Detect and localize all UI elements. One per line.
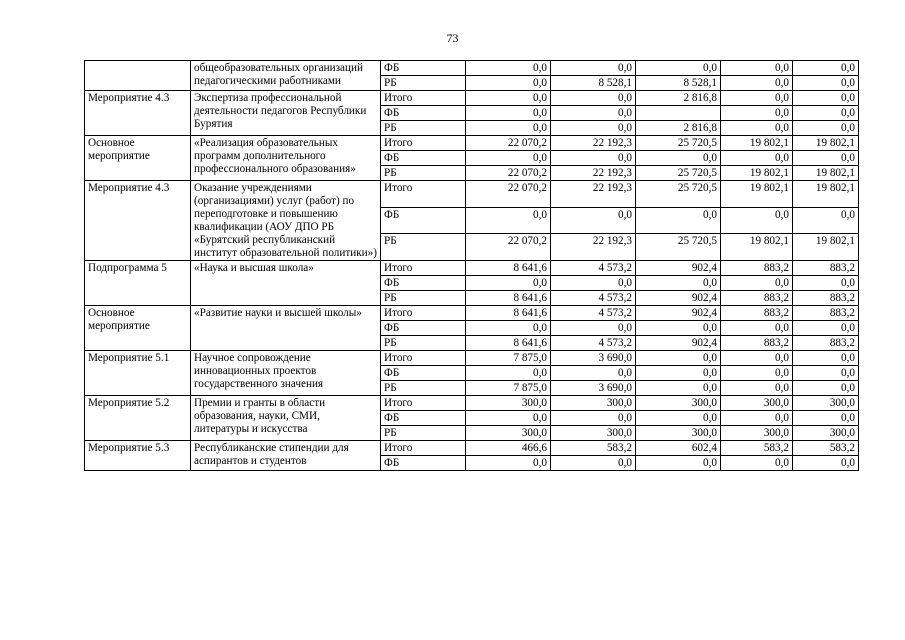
- table-row: [85, 61, 859, 76]
- funding-source-cell: РБ: [381, 426, 466, 441]
- value-cell: 0,0: [793, 381, 859, 396]
- value-cell: 0,0: [721, 321, 793, 336]
- value-cell: 0,0: [793, 351, 859, 366]
- value-cell: 583,2: [551, 441, 636, 456]
- value-cell: 0,0: [636, 61, 721, 76]
- table-row: [85, 261, 859, 276]
- value-cell: 0,0: [636, 366, 721, 381]
- row-name-cell: Оказание учреждениями (организациями) услуг (работ) по переподготовке и повышению квалификации (АОУ ДПО РБ «Бурятский республиканский институт образовательной политики»): [191, 181, 381, 261]
- value-cell: 22 192,3: [551, 166, 636, 181]
- value-cell: 466,6: [466, 441, 551, 456]
- value-cell: 22 070,2: [466, 136, 551, 151]
- value-cell: 19 802,1: [721, 234, 793, 261]
- row-type-cell: Мероприятие 5.3: [85, 441, 191, 471]
- value-cell: 0,0: [466, 321, 551, 336]
- table-row: [85, 136, 859, 151]
- row-name-cell: Республиканские стипендии для аспирантов и студентов: [191, 441, 381, 471]
- value-cell: 902,4: [636, 336, 721, 351]
- value-cell: 0,0: [721, 121, 793, 136]
- value-cell: 300,0: [793, 396, 859, 411]
- value-cell: 300,0: [466, 396, 551, 411]
- value-cell: 25 720,5: [636, 181, 721, 208]
- value-cell: 22 070,2: [466, 181, 551, 208]
- value-cell: 4 573,2: [551, 336, 636, 351]
- value-cell: 0,0: [551, 61, 636, 76]
- value-cell: 0,0: [721, 207, 793, 234]
- value-cell: 0,0: [636, 207, 721, 234]
- value-cell: 0,0: [466, 151, 551, 166]
- row-type-cell: Мероприятие 5.1: [85, 351, 191, 396]
- value-cell: 300,0: [636, 426, 721, 441]
- funding-source-cell: Итого: [381, 91, 466, 106]
- table-row: [85, 306, 859, 321]
- value-cell: 8 641,6: [466, 291, 551, 306]
- value-cell: 0,0: [551, 121, 636, 136]
- value-cell: 0,0: [466, 456, 551, 471]
- row-type-cell: Мероприятие 4.3: [85, 91, 191, 136]
- value-cell: 3 690,0: [551, 381, 636, 396]
- funding-source-cell: ФБ: [381, 106, 466, 121]
- funding-source-cell: РБ: [381, 291, 466, 306]
- funding-source-cell: РБ: [381, 76, 466, 91]
- value-cell: 7 875,0: [466, 381, 551, 396]
- funding-source-cell: Итого: [381, 396, 466, 411]
- value-cell: 883,2: [793, 291, 859, 306]
- value-cell: 883,2: [793, 306, 859, 321]
- value-cell: 19 802,1: [721, 181, 793, 208]
- value-cell: 0,0: [721, 351, 793, 366]
- value-cell: 22 070,2: [466, 166, 551, 181]
- value-cell: 4 573,2: [551, 306, 636, 321]
- value-cell: 19 802,1: [793, 181, 859, 208]
- row-name-cell: «Наука и высшая школа»: [191, 261, 381, 306]
- row-type-cell: Мероприятие 5.2: [85, 396, 191, 441]
- value-cell: 0,0: [793, 276, 859, 291]
- funding-source-cell: РБ: [381, 381, 466, 396]
- value-cell: 300,0: [793, 426, 859, 441]
- value-cell: 8 528,1: [636, 76, 721, 91]
- page-number: 73: [446, 31, 459, 45]
- table-row: [85, 91, 859, 106]
- value-cell: 0,0: [793, 61, 859, 76]
- value-cell: 0,0: [551, 151, 636, 166]
- value-cell: 19 802,1: [793, 234, 859, 261]
- value-cell: 0,0: [466, 61, 551, 76]
- value-cell: 0,0: [721, 381, 793, 396]
- value-cell: 0,0: [793, 91, 859, 106]
- funding-source-cell: Итого: [381, 306, 466, 321]
- value-cell: 0,0: [551, 411, 636, 426]
- value-cell: 0,0: [551, 366, 636, 381]
- value-cell: 3 690,0: [551, 351, 636, 366]
- funding-source-cell: Итого: [381, 181, 466, 208]
- value-cell: 902,4: [636, 291, 721, 306]
- funding-source-cell: ФБ: [381, 276, 466, 291]
- row-type-cell: Основное мероприятие: [85, 306, 191, 351]
- value-cell: 7 875,0: [466, 351, 551, 366]
- value-cell: 0,0: [793, 76, 859, 91]
- row-name-cell: Экспертиза профессиональной деятельности педагогов Республики Бурятия: [191, 91, 381, 136]
- value-cell: 902,4: [636, 306, 721, 321]
- funding-source-cell: Итого: [381, 136, 466, 151]
- table-row: [85, 351, 859, 366]
- funding-source-cell: РБ: [381, 166, 466, 181]
- value-cell: 0,0: [551, 91, 636, 106]
- row-name-cell: общеобразовательных организаций педагогическими работниками: [191, 61, 381, 91]
- value-cell: 0,0: [793, 121, 859, 136]
- row-name-cell: Научное сопровождение инновационных проектов государственного значения: [191, 351, 381, 396]
- row-name-cell: «Реализация образовательных программ дополнительного профессионального образования»: [191, 136, 381, 181]
- value-cell: 0,0: [793, 321, 859, 336]
- value-cell: 0,0: [721, 106, 793, 121]
- funding-source-cell: Итого: [381, 261, 466, 276]
- value-cell: 300,0: [721, 426, 793, 441]
- value-cell: 0,0: [636, 381, 721, 396]
- row-name-cell: «Развитие науки и высшей школы»: [191, 306, 381, 351]
- funding-source-cell: ФБ: [381, 321, 466, 336]
- value-cell: 25 720,5: [636, 166, 721, 181]
- funding-source-cell: РБ: [381, 234, 466, 261]
- value-cell: 0,0: [466, 276, 551, 291]
- value-cell: 8 641,6: [466, 336, 551, 351]
- table-body: [85, 61, 859, 471]
- value-cell: 25 720,5: [636, 136, 721, 151]
- value-cell: 22 192,3: [551, 136, 636, 151]
- value-cell: 19 802,1: [721, 136, 793, 151]
- value-cell: 0,0: [721, 456, 793, 471]
- value-cell: 0,0: [551, 276, 636, 291]
- value-cell: 300,0: [636, 396, 721, 411]
- value-cell: 8 528,1: [551, 76, 636, 91]
- value-cell: 0,0: [721, 151, 793, 166]
- value-cell: 0,0: [721, 276, 793, 291]
- value-cell: 0,0: [551, 207, 636, 234]
- value-cell: 300,0: [466, 426, 551, 441]
- value-cell: 883,2: [721, 336, 793, 351]
- value-cell: 0,0: [466, 207, 551, 234]
- value-cell: 0,0: [793, 366, 859, 381]
- value-cell: [636, 106, 721, 121]
- row-type-cell: Мероприятие 4.3: [85, 181, 191, 261]
- value-cell: 300,0: [721, 396, 793, 411]
- value-cell: 583,2: [721, 441, 793, 456]
- row-type-cell: [85, 61, 191, 91]
- value-cell: 0,0: [636, 276, 721, 291]
- row-type-cell: Подпрограмма 5: [85, 261, 191, 306]
- funding-source-cell: ФБ: [381, 366, 466, 381]
- value-cell: 19 802,1: [793, 136, 859, 151]
- value-cell: 0,0: [721, 411, 793, 426]
- value-cell: 19 802,1: [721, 166, 793, 181]
- funding-source-cell: ФБ: [381, 151, 466, 166]
- value-cell: 0,0: [636, 411, 721, 426]
- value-cell: 0,0: [636, 151, 721, 166]
- value-cell: 0,0: [466, 121, 551, 136]
- funding-source-cell: Итого: [381, 441, 466, 456]
- value-cell: 0,0: [636, 321, 721, 336]
- value-cell: 22 192,3: [551, 234, 636, 261]
- value-cell: 2 816,8: [636, 121, 721, 136]
- value-cell: 0,0: [466, 106, 551, 121]
- row-name-cell: Премии и гранты в области образования, науки, СМИ, литературы и искусства: [191, 396, 381, 441]
- value-cell: 0,0: [721, 366, 793, 381]
- value-cell: 583,2: [793, 441, 859, 456]
- value-cell: 602,4: [636, 441, 721, 456]
- value-cell: 0,0: [721, 61, 793, 76]
- funding-source-cell: ФБ: [381, 61, 466, 76]
- value-cell: 0,0: [793, 207, 859, 234]
- budget-table: [84, 60, 859, 471]
- table-row: [85, 441, 859, 456]
- value-cell: 0,0: [466, 91, 551, 106]
- value-cell: 0,0: [793, 106, 859, 121]
- value-cell: 0,0: [466, 411, 551, 426]
- table-row: [85, 396, 859, 411]
- value-cell: 0,0: [793, 151, 859, 166]
- value-cell: 22 070,2: [466, 234, 551, 261]
- value-cell: 0,0: [721, 91, 793, 106]
- value-cell: 22 192,3: [551, 181, 636, 208]
- value-cell: 0,0: [636, 456, 721, 471]
- value-cell: 4 573,2: [551, 261, 636, 276]
- value-cell: 902,4: [636, 261, 721, 276]
- value-cell: 25 720,5: [636, 234, 721, 261]
- value-cell: 300,0: [551, 396, 636, 411]
- table-row: [85, 181, 859, 208]
- value-cell: 0,0: [721, 76, 793, 91]
- value-cell: 0,0: [793, 411, 859, 426]
- value-cell: 0,0: [636, 351, 721, 366]
- value-cell: 8 641,6: [466, 261, 551, 276]
- value-cell: 4 573,2: [551, 291, 636, 306]
- funding-source-cell: РБ: [381, 121, 466, 136]
- value-cell: 0,0: [466, 76, 551, 91]
- value-cell: 0,0: [551, 106, 636, 121]
- funding-source-cell: РБ: [381, 336, 466, 351]
- value-cell: 883,2: [793, 336, 859, 351]
- funding-source-cell: Итого: [381, 351, 466, 366]
- value-cell: 0,0: [793, 456, 859, 471]
- value-cell: 883,2: [721, 306, 793, 321]
- row-type-cell: Основное мероприятие: [85, 136, 191, 181]
- value-cell: 19 802,1: [793, 166, 859, 181]
- value-cell: 883,2: [721, 291, 793, 306]
- value-cell: 0,0: [551, 456, 636, 471]
- value-cell: 8 641,6: [466, 306, 551, 321]
- funding-source-cell: ФБ: [381, 207, 466, 234]
- value-cell: 883,2: [793, 261, 859, 276]
- value-cell: 300,0: [551, 426, 636, 441]
- funding-source-cell: ФБ: [381, 456, 466, 471]
- funding-source-cell: ФБ: [381, 411, 466, 426]
- value-cell: 883,2: [721, 261, 793, 276]
- value-cell: 2 816,8: [636, 91, 721, 106]
- value-cell: 0,0: [466, 366, 551, 381]
- value-cell: 0,0: [551, 321, 636, 336]
